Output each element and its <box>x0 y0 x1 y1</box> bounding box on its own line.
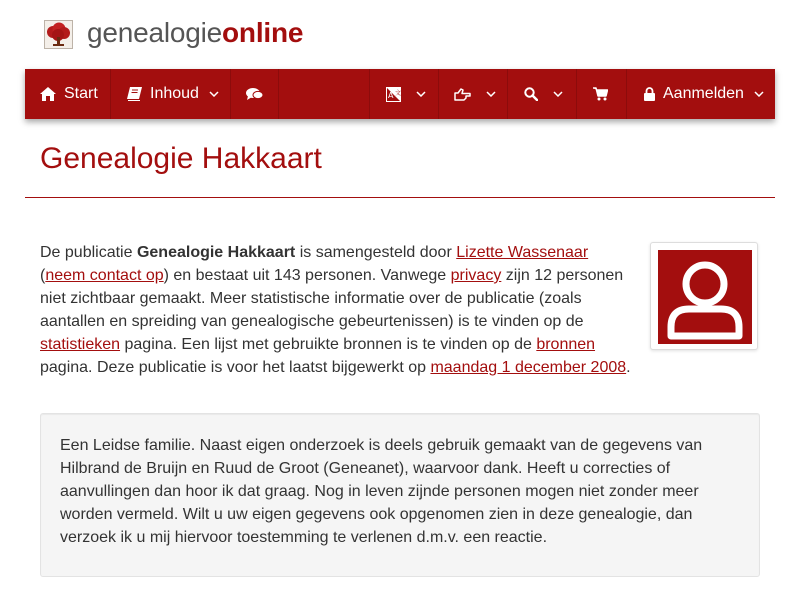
statistics-link[interactable]: statistieken <box>40 336 121 353</box>
main-navbar <box>25 69 775 119</box>
chevron-down-icon <box>486 91 496 97</box>
chevron-down-icon <box>416 91 426 97</box>
brand-name-part2: online <box>222 17 304 48</box>
title-divider <box>25 197 775 198</box>
sources-link[interactable]: bronnen <box>536 336 596 353</box>
publication-name: Genealogie Hakkaart <box>136 244 296 261</box>
book-icon <box>127 87 143 101</box>
publication-description: Een Leidse familie. Naast eigen onderzoek is deels gebruik gemaakt van de gegevens van Hilbrand de Bruijn en Ruud de Groot (Geneanet), waarvoor dank. Heeft u correcties of aanvullingen dan hoor ik dat graag. Nog in leven zijnde personen mogen niet zonder meer worden vermeld. Wilt u uw eigen gegevens ook opgenomen zien in deze genealogie, dan verzoek ik u mij hiervoor toestemming te verlenen d.m.v. een reactie. <box>40 413 760 577</box>
contact-link[interactable]: neem contact op <box>45 267 164 284</box>
lock-icon <box>644 87 655 101</box>
nav-start-label: Start <box>64 85 98 102</box>
language-icon <box>386 87 401 102</box>
intro-text: zijn 12 personen niet zichtbaar gemaakt. Meer statistische informatie over de publicatie (zoals aantallen en spreiding van genealogische gebeurtenissen) is te vinden op de <box>40 267 624 330</box>
intro-text: ) en bestaat uit 143 personen. Vanwege <box>163 267 451 284</box>
search-icon <box>524 87 538 101</box>
chevron-down-icon <box>754 91 764 97</box>
home-icon <box>40 87 56 101</box>
intro-text: pagina. Een lijst met gebruikte bronnen is te vinden op de <box>120 336 537 353</box>
svg-text:文: 文 <box>395 89 401 97</box>
svg-text:A: A <box>388 90 394 100</box>
intro-text: . <box>626 359 631 376</box>
chevron-down-icon <box>553 91 563 97</box>
last-updated-link[interactable]: maandag 1 december 2008 <box>430 359 627 376</box>
nav-actions[interactable] <box>439 69 508 119</box>
page-title: Genealogie Hakkaart <box>40 142 322 175</box>
navbar-spacer <box>279 69 370 119</box>
site-header <box>0 0 800 69</box>
tree-logo-icon[interactable] <box>44 20 73 49</box>
nav-forum[interactable] <box>231 69 279 119</box>
comments-icon <box>246 87 263 101</box>
privacy-link[interactable]: privacy <box>450 267 502 284</box>
chevron-down-icon <box>209 91 219 97</box>
intro-text: ( <box>40 267 46 284</box>
intro-text: pagina. Deze publicatie is voor het laatst bijgewerkt op <box>40 359 431 376</box>
brand-name-part1: genealogie <box>87 17 223 48</box>
nav-aanmelden-label: Aanmelden <box>663 85 744 102</box>
author-avatar[interactable] <box>650 242 758 350</box>
nav-search[interactable] <box>508 69 577 119</box>
hand-pointer-icon <box>454 88 471 101</box>
nav-aanmelden[interactable] <box>627 69 775 119</box>
user-avatar-icon <box>658 250 752 344</box>
nav-inhoud-label: Inhoud <box>150 85 199 102</box>
publication-intro <box>40 241 638 379</box>
nav-shop[interactable] <box>577 69 627 119</box>
author-link[interactable]: Lizette Wassenaar <box>456 244 589 261</box>
nav-inhoud[interactable] <box>111 69 231 119</box>
intro-text: is samengesteld door <box>295 244 457 261</box>
brand-logo[interactable] <box>87 16 303 50</box>
nav-start[interactable] <box>25 69 111 119</box>
shopping-cart-icon <box>593 87 608 101</box>
intro-text: De publicatie <box>40 244 137 261</box>
nav-language[interactable] <box>370 69 439 119</box>
